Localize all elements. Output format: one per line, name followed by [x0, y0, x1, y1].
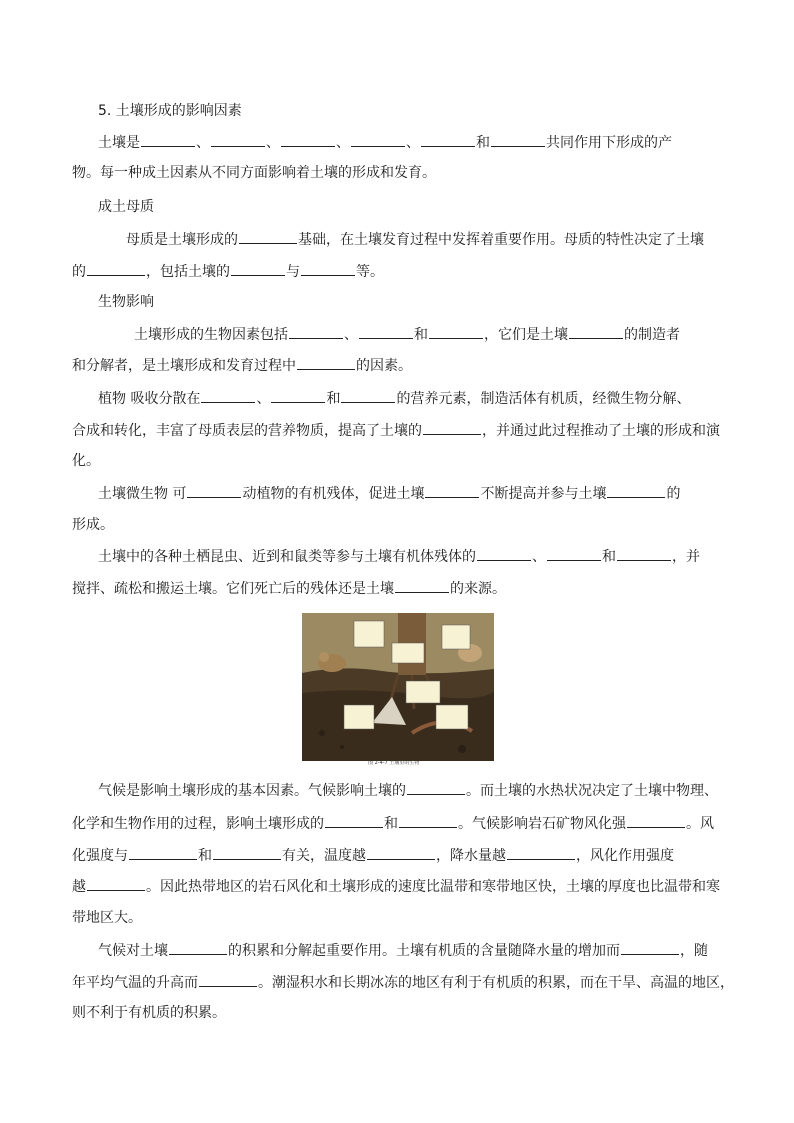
answer-blank[interactable]	[239, 229, 297, 244]
answer-blank[interactable]	[211, 132, 265, 147]
paragraph-5-line-2: 形成。	[72, 517, 114, 533]
figure-caption: 图 2-4-7 土壤里的生物	[368, 760, 420, 766]
answer-blank[interactable]	[87, 261, 145, 276]
soil-organisms-illustration	[302, 613, 494, 761]
answer-blank[interactable]	[547, 546, 601, 561]
answer-blank[interactable]	[621, 940, 679, 955]
answer-blank[interactable]	[87, 876, 145, 891]
paragraph-6-line-2: 搅拌、疏松和搬运土壤。它们死亡后的残体还是土壤 的来源。	[72, 578, 506, 598]
paragraph-7-line-5: 带地区大。	[72, 910, 142, 926]
paragraph-2-line-2: 的 ，包括土壤的 与 等。	[72, 261, 384, 281]
answer-blank[interactable]	[627, 813, 685, 828]
paragraph-8-line-3: 则不利于有机质的积累。	[72, 1005, 226, 1021]
paragraph-1-line-2: 物。每一种成土因素从不同方面影响着土壤的形成和发育。	[72, 165, 436, 181]
answer-blank[interactable]	[395, 578, 449, 593]
paragraph-8-line-2: 年平均气温的升高而 。潮湿积水和长期冰冻的地区有利于有机质的积累，而在干旱、高温的地区，	[72, 972, 734, 992]
answer-blank[interactable]	[569, 324, 623, 339]
answer-blank[interactable]	[367, 845, 435, 860]
answer-blank[interactable]	[359, 324, 413, 339]
answer-blank[interactable]	[281, 132, 335, 147]
answer-blank[interactable]	[429, 324, 483, 339]
paragraph-2-line-1: 母质是土壤形成的 基础，在土壤发育过程中发挥着重要作用。母质的特性决定了土壤	[126, 229, 704, 249]
paragraph-4-line-1: 植物 吸收分散在 、 和 的营养元素，制造活体有机质，经微生物分解、	[98, 388, 690, 408]
paragraph-3-line-1: 土壤形成的生物因素包括 、 和 ，它们是土壤 的制造者	[134, 324, 680, 344]
answer-blank[interactable]	[231, 261, 285, 276]
answer-blank[interactable]	[289, 324, 343, 339]
answer-blank[interactable]	[199, 972, 257, 987]
answer-blank[interactable]	[421, 132, 475, 147]
answer-blank[interactable]	[213, 845, 281, 860]
answer-blank[interactable]	[407, 780, 465, 795]
paragraph-4-line-2: 合成和转化，丰富了母质表层的营养物质，提高了土壤的 ，并通过此过程推动了土壤的形成和演	[72, 420, 720, 440]
answer-blank[interactable]	[341, 388, 395, 403]
answer-blank[interactable]	[129, 845, 197, 860]
paragraph-7-line-1: 气候是影响土壤形成的基本因素。气候影响土壤的 。而土壤的水热状况决定了土壤中物理、	[98, 780, 718, 800]
answer-blank[interactable]	[297, 355, 355, 370]
answer-blank[interactable]	[507, 845, 575, 860]
answer-blank[interactable]	[491, 132, 545, 147]
subsection-title-biology: 生物影响	[98, 294, 154, 310]
answer-blank[interactable]	[271, 388, 325, 403]
paragraph-7-line-2: 化学和生物作用的过程，影响土壤形成的 和 。气候影响岩石矿物风化强 。风	[72, 813, 714, 833]
paragraph-5-line-1: 土壤微生物 可 动植物的有机残体，促进土壤 不断提高并参与土壤 的	[98, 483, 680, 503]
answer-blank[interactable]	[399, 813, 457, 828]
answer-blank[interactable]	[351, 132, 405, 147]
answer-blank[interactable]	[477, 546, 531, 561]
subsection-title-parent-material: 成土母质	[98, 199, 154, 215]
paragraph-4-line-3: 化。	[72, 453, 100, 469]
answer-blank[interactable]	[301, 261, 355, 276]
answer-blank[interactable]	[325, 813, 383, 828]
answer-blank[interactable]	[425, 483, 479, 498]
paragraph-7-line-4: 越 。因此热带地区的岩石风化和土壤形成的速度比温带和寒带地区快，土壤的厚度也比温带和寒	[72, 876, 720, 896]
answer-blank[interactable]	[607, 483, 665, 498]
paragraph-6-line-1: 土壤中的各种土栖昆虫、近到和鼠类等参与土壤有机体残体的 、 和 ，并	[98, 546, 700, 566]
answer-blank[interactable]	[141, 132, 195, 147]
section-heading: 5. 土壤形成的影响因素	[98, 103, 242, 119]
answer-blank[interactable]	[169, 940, 227, 955]
answer-blank[interactable]	[201, 388, 255, 403]
answer-blank[interactable]	[187, 483, 241, 498]
paragraph-8-line-1: 气候对土壤 的积累和分解起重要作用。土壤有机质的含量随降水量的增加而 ，随	[98, 940, 708, 960]
answer-blank[interactable]	[617, 546, 671, 561]
paragraph-3-line-2: 和分解者，是土壤形成和发育过程中 的因素。	[72, 355, 412, 375]
answer-blank[interactable]	[423, 420, 481, 435]
paragraph-1-line-1: 土壤是 、 、 、 、 和 共同作用下形成的产	[98, 132, 672, 152]
paragraph-7-line-3: 化强度与 和 有关，温度越 ，降水量越 ，风化作用强度	[72, 845, 674, 865]
